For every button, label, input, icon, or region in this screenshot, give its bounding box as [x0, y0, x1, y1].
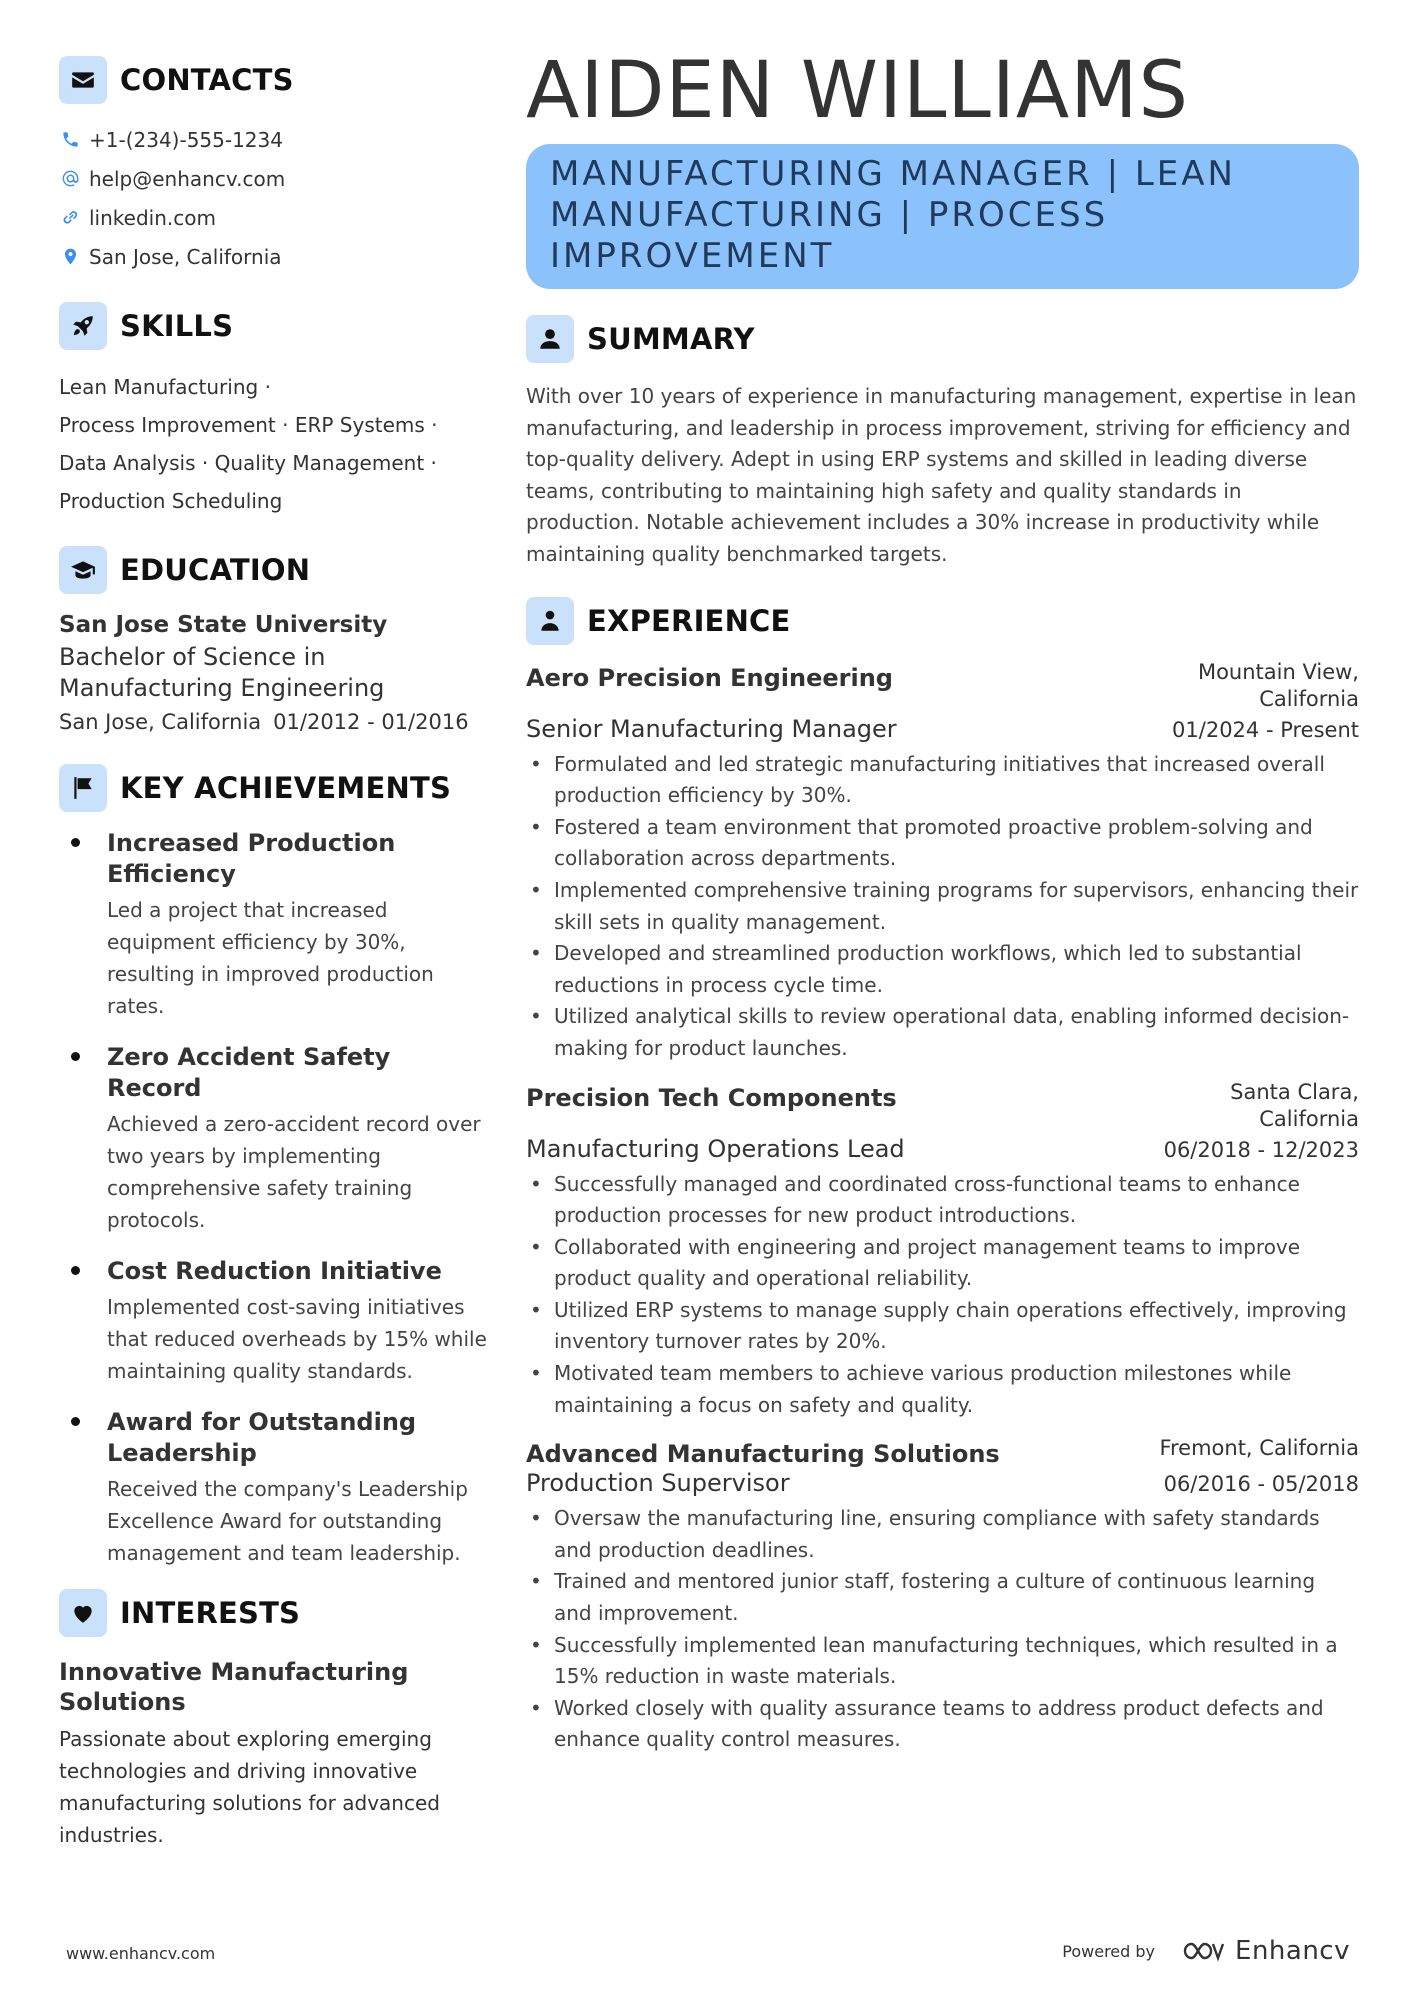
- location-text: San Jose, California: [89, 244, 282, 269]
- link-icon: [59, 207, 81, 229]
- job-role: Senior Manufacturing Manager: [526, 714, 897, 743]
- achievements-heading: KEY ACHIEVEMENTS: [120, 771, 452, 805]
- job-bullet: • Trained and mentored junior staff, fostering a culture of continuous learning and improvement.: [526, 1566, 1359, 1629]
- education-location: San Jose, California: [59, 710, 262, 734]
- achievement-desc: Led a project that increased equipment efficiency by 30%, resulting in improved production rates.: [107, 898, 434, 1018]
- job-location: Fremont, California: [1159, 1436, 1359, 1461]
- achievement-desc: Received the company's Leadership Excellence Award for outstanding management and team leadership.: [107, 1477, 468, 1565]
- interest-desc: Passionate about exploring emerging technologies and driving innovative manufacturing solutions for advanced industries.: [59, 1727, 440, 1847]
- skills-list: [59, 368, 489, 520]
- contact-location: [59, 237, 489, 276]
- job-role: Production Supervisor: [526, 1469, 790, 1498]
- job-bullet: • Worked closely with quality assurance teams to address product defects and enhance quality control measures.: [526, 1693, 1359, 1756]
- phone-number[interactable]: +1-(234)-555-1234: [89, 127, 283, 152]
- skills-section-header: [59, 302, 489, 350]
- job-bullets: [526, 749, 1359, 1065]
- job-bullets: [526, 1503, 1359, 1756]
- graduation-cap-icon: [59, 546, 107, 594]
- job-company: Aero Precision Engineering: [526, 663, 893, 692]
- envelope-icon: [59, 56, 107, 104]
- email-link[interactable]: help@enhancv.com: [89, 166, 286, 191]
- job-bullet: • Collaborated with engineering and project management teams to improve product quality and operational reliability.: [526, 1232, 1359, 1295]
- interest-title: Innovative Manufacturing Solutions: [59, 1658, 409, 1716]
- right-column: [526, 46, 1359, 1756]
- bullet-dot: [71, 838, 80, 847]
- experience-item: [526, 659, 1359, 1065]
- powered-by-label: Powered by: [1062, 1941, 1156, 1961]
- user-icon: [526, 315, 574, 363]
- phone-icon: [59, 129, 81, 151]
- skill-line: Data Analysis · Quality Management ·: [59, 451, 437, 475]
- rocket-icon: [59, 302, 107, 350]
- education-section-header: [59, 546, 489, 594]
- contacts-section-header: [59, 56, 489, 104]
- flag-icon: [59, 764, 107, 812]
- job-bullet: • Developed and streamlined production workflows, which led to substantial reductions in process cycle time.: [526, 938, 1359, 1001]
- job-bullet: • Formulated and led strategic manufacturing initiatives that increased overall production efficiency by 30%.: [526, 749, 1359, 812]
- job-bullet: • Utilized analytical skills to review operational data, enabling informed decision-making for product launches.: [526, 1001, 1359, 1064]
- linkedin-link[interactable]: linkedin.com: [89, 205, 216, 230]
- experience-item: [526, 1435, 1359, 1756]
- skill-line: Lean Manufacturing ·: [59, 375, 271, 399]
- interests-heading: INTERESTS: [120, 1596, 301, 1630]
- achievements-section-header: [59, 764, 489, 812]
- footer-branding: [1062, 1936, 1350, 1966]
- contact-linkedin: [59, 198, 489, 237]
- enhancv-logo[interactable]: [1181, 1936, 1350, 1966]
- bullet-dot: [71, 1052, 80, 1061]
- left-column: [59, 56, 489, 1851]
- education-degree: Bachelor of Science in Manufacturing Engineering: [59, 643, 385, 702]
- contact-list: [59, 120, 489, 276]
- bullet-dot: [71, 1266, 80, 1275]
- achievement-title: Increased Production Efficiency: [107, 829, 396, 888]
- job-bullet: • Successfully managed and coordinated cross-functional teams to enhance production processes for new product introductions.: [526, 1169, 1359, 1232]
- achievement-title: Zero Accident Safety Record: [107, 1043, 391, 1102]
- map-pin-icon: [59, 246, 81, 268]
- skills-heading: SKILLS: [120, 309, 234, 343]
- job-location: Santa Clara, California: [1230, 1079, 1359, 1131]
- job-bullet: • Fostered a team environment that promoted proactive problem-solving and collaboration across departments.: [526, 812, 1359, 875]
- summary-section-header: [526, 315, 1359, 363]
- experience-section-header: [526, 597, 1359, 645]
- education-dates: 01/2012 - 01/2016: [273, 710, 469, 734]
- education-meta: [59, 710, 489, 734]
- contact-phone: [59, 120, 489, 159]
- bullet-dot: [71, 1417, 80, 1426]
- briefcase-user-icon: [526, 597, 574, 645]
- achievement-item: [59, 1042, 489, 1236]
- candidate-name: AIDEN WILLIAMS: [526, 46, 1190, 136]
- achievements-list: [59, 828, 489, 1569]
- job-bullet: • Utilized ERP systems to manage supply chain operations effectively, improving inventory turnover rates by 20%.: [526, 1295, 1359, 1358]
- education-school: San Jose State University: [59, 612, 388, 638]
- achievement-item: [59, 1256, 489, 1387]
- job-dates: 06/2018 - 12/2023: [1163, 1137, 1359, 1162]
- job-bullets: [526, 1169, 1359, 1422]
- enhancv-logo-icon: [1181, 1939, 1227, 1963]
- footer-website[interactable]: www.enhancv.com: [66, 1944, 216, 1963]
- title-banner: [526, 144, 1359, 289]
- summary-text: With over 10 years of experience in manufacturing management, expertise in lean manufacturing, and leadership in process improvement, striving for efficiency and top-quality delivery. Adept in using ERP systems and skilled in leading diverse teams, contributing to maintaining high safety and quality standards in production. Notable achievement includes a 30% increase in productivity while maintaining quality benchmarked targets.: [526, 384, 1357, 566]
- enhancv-brand-name: Enhancv: [1235, 1936, 1350, 1966]
- job-dates: 01/2024 - Present: [1172, 717, 1359, 742]
- achievement-title: Cost Reduction Initiative: [107, 1257, 442, 1285]
- achievement-item: [59, 828, 489, 1022]
- education-heading: EDUCATION: [120, 553, 311, 587]
- job-bullet: • Implemented comprehensive training programs for supervisors, enhancing their skill sets in quality management.: [526, 875, 1359, 938]
- achievement-item: [59, 1407, 489, 1569]
- job-role: Manufacturing Operations Lead: [526, 1134, 905, 1163]
- job-bullet: • Oversaw the manufacturing line, ensuring compliance with safety standards and production deadlines.: [526, 1503, 1359, 1566]
- job-dates: 06/2016 - 05/2018: [1163, 1472, 1359, 1497]
- contacts-heading: CONTACTS: [120, 63, 294, 97]
- job-title: MANUFACTURING MANAGER | LEAN MANUFACTURING | PROCESS IMPROVEMENT: [550, 154, 1236, 276]
- summary-heading: SUMMARY: [587, 322, 755, 356]
- contact-email: [59, 159, 489, 198]
- achievement-title: Award for Outstanding Leadership: [107, 1408, 417, 1467]
- skill-line: Production Scheduling: [59, 489, 283, 513]
- achievement-desc: Implemented cost-saving initiatives that reduced overheads by 15% while maintaining quality standards.: [107, 1295, 487, 1383]
- skill-line: Process Improvement · ERP Systems ·: [59, 413, 438, 437]
- heart-icon: [59, 1589, 107, 1637]
- job-bullet: • Motivated team members to achieve various production milestones while maintaining a focus on safety and quality.: [526, 1358, 1359, 1421]
- experience-heading: EXPERIENCE: [587, 603, 791, 638]
- at-sign-icon: [59, 168, 81, 190]
- job-bullet: • Successfully implemented lean manufacturing techniques, which resulted in a 15% reduction in waste materials.: [526, 1630, 1359, 1693]
- achievement-desc: Achieved a zero-accident record over two years by implementing comprehensive safety training protocols.: [107, 1112, 481, 1232]
- job-company: Advanced Manufacturing Solutions: [526, 1440, 1000, 1469]
- job-company: Precision Tech Components: [526, 1083, 897, 1112]
- interests-section-header: [59, 1589, 489, 1637]
- experience-item: [526, 1079, 1359, 1422]
- job-location: Mountain View, California: [1197, 659, 1359, 711]
